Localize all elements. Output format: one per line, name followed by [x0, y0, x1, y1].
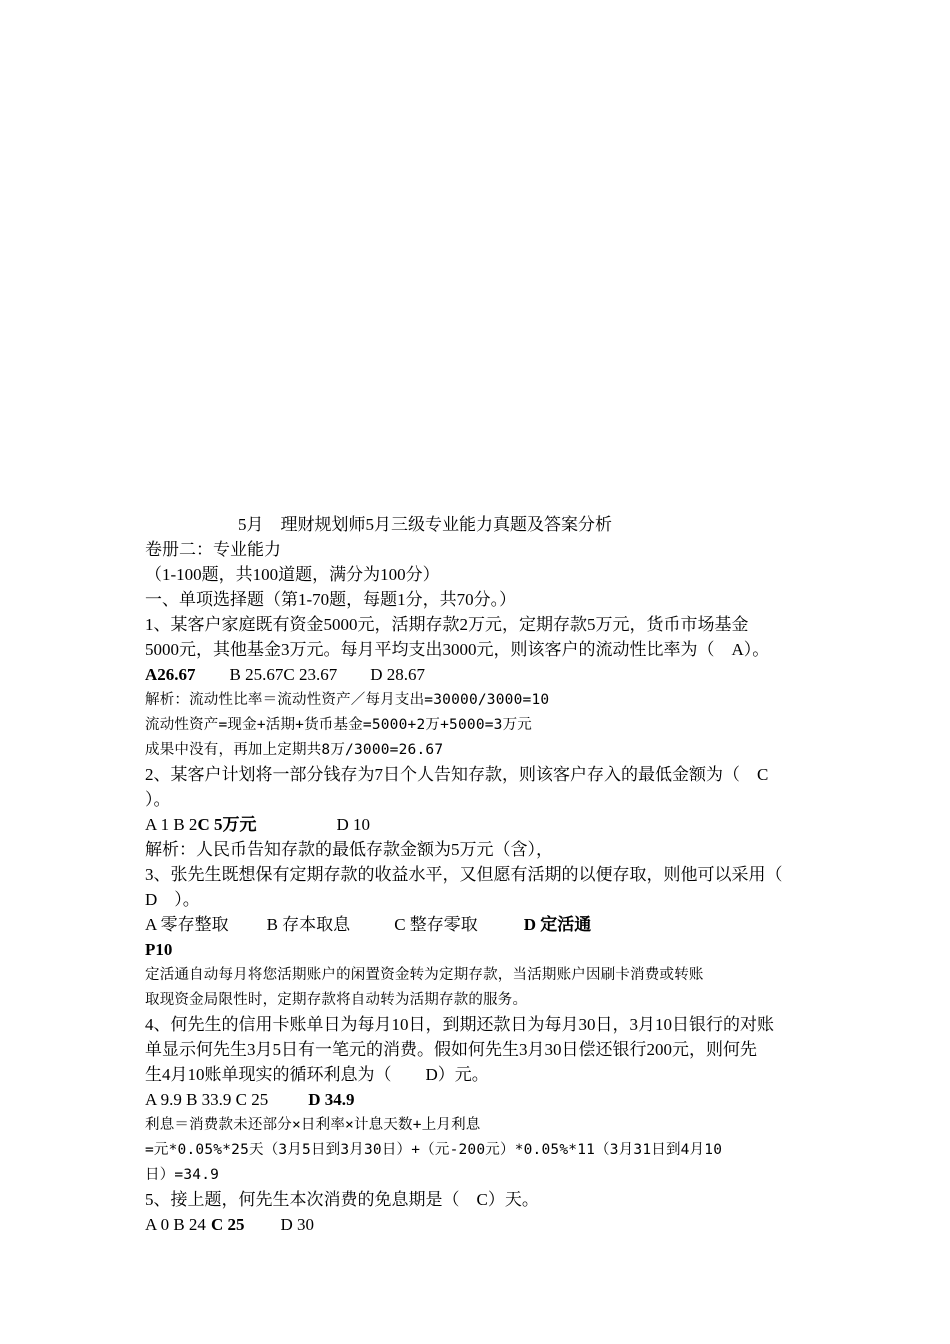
q3-page-reference: P10	[145, 940, 173, 959]
q3-explanation-line2: 取现资金局限性时，定期存款将自动转为活期存款的服务。	[145, 992, 528, 1008]
q1-option-d: D 28.67	[370, 665, 425, 684]
q3-option-b: B 存本取息	[266, 915, 351, 934]
q5-options	[145, 1213, 885, 1237]
q5-option-ab: A 0 B 24	[145, 1215, 206, 1234]
q4-explanation-line3: 日）=34.9	[145, 1167, 220, 1183]
q1-text-line1: 1、某客户家庭既有资金5000元，活期存款2万元，定期存款5万元，货币市场基金	[145, 615, 749, 634]
volume-heading: 卷册二：专业能力	[145, 540, 281, 559]
q2-text-line2: ）。	[145, 790, 171, 809]
q1-options	[145, 663, 885, 687]
q4-text-line1: 4、何先生的信用卡账单日为每月10日，到期还款日为每月30日，3月10日银行的对账	[145, 1015, 774, 1034]
q2-option-c-answer: C 5万元	[197, 815, 257, 834]
exam-scope: （1-100题，共100道题，满分为100分）	[145, 565, 440, 584]
section-heading: 一、单项选择题（第1-70题，每题1分，共70分。）	[145, 590, 517, 609]
document-title: 5月 理财规划师5月三级专业能力真题及答案分析	[238, 515, 612, 534]
q3-option-c: C 整存零取	[394, 915, 478, 934]
q1-option-bc: B 25.67C 23.67	[229, 665, 338, 684]
q2-option-ab: A 1 B 2	[145, 815, 198, 834]
q1-option-a-answer: A26.67	[145, 665, 196, 684]
q4-options	[145, 1088, 885, 1112]
q1-explanation-line3: 成果中没有，再加上定期共8万/3000=26.67	[145, 742, 444, 758]
q4-text-line3: 生4月10账单现实的循环利息为（ D）元。	[145, 1065, 489, 1084]
q1-explanation-line1: 解析：流动性比率＝流动性资产／每月支出=30000/3000=10	[145, 692, 550, 708]
q4-option-d-answer: D 34.9	[308, 1090, 355, 1109]
q4-explanation-line1: 利息＝消费款未还部分×日利率×计息天数+上月利息	[145, 1117, 481, 1133]
q3-options	[145, 913, 885, 937]
q4-text-line2: 单显示何先生3月5日有一笔元的消费。假如何先生3月30日偿还银行200元，则何先	[145, 1040, 757, 1059]
q4-option-abc: A 9.9 B 33.9 C 25	[145, 1090, 269, 1109]
q5-option-c-answer: C 25	[210, 1215, 245, 1234]
q1-explanation-line2: 流动性资产=现金+活期+货币基金=5000+2万+5000=3万元	[145, 717, 533, 733]
q2-text-line1: 2、某客户计划将一部分钱存为7日个人告知存款，则该客户存入的最低金额为（ C	[145, 765, 769, 784]
q4-explanation-line2: =元*0.05%*25天（3月5日到3月30日）+（元-200元）*0.05%*11（3月31日到4月10	[145, 1142, 723, 1158]
q3-option-d-answer: D 定活通	[523, 915, 592, 934]
q2-explanation: 解析：人民币告知存款的最低存款金额为5万元（含），	[145, 840, 553, 859]
q2-options	[145, 813, 885, 837]
q1-text-line2: 5000元，其他基金3万元。每月平均支出3000元，则该客户的流动性比率为（ A）。	[145, 640, 770, 659]
q3-text-line2: D ）。	[145, 890, 200, 909]
q3-option-a: A 零存整取	[145, 915, 229, 934]
q2-option-d: D 10	[336, 815, 370, 834]
q5-text-line1: 5、接上题，何先生本次消费的免息期是（ C）天。	[145, 1190, 539, 1209]
q3-text-line1: 3、张先生既想保有定期存款的收益水平，又但愿有活期的以便存取，则他可以采用（	[145, 865, 783, 884]
q3-explanation-line1: 定活通自动每月将您活期账户的闲置资金转为定期存款，当活期账户因刷卡消费或转账	[145, 967, 704, 983]
q5-option-d: D 30	[280, 1215, 314, 1234]
